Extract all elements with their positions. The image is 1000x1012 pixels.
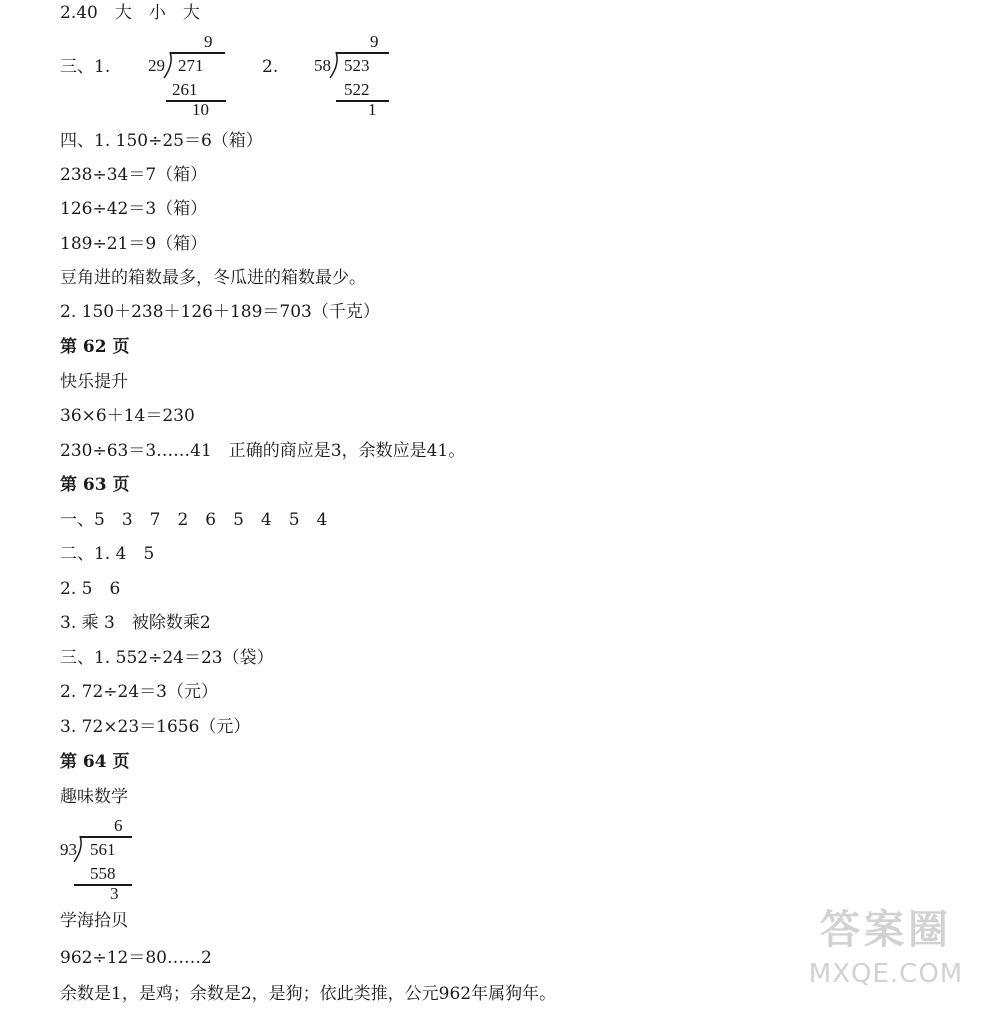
answer-line: 3. 乘 3 被除数乘2 [60,613,211,633]
answer-line: 2. 5 6 [60,579,121,599]
section-3-q2-label: 2. [262,57,279,77]
answer-line: 189÷21＝9（箱） [60,234,208,254]
quotient: 9 [204,32,213,51]
answer-line: 962÷12＝80……2 [60,948,212,968]
division-bracket [330,52,342,78]
section-3-q1-label: 三、1. [60,57,111,77]
subtraction-line [336,100,389,102]
section-title: 快乐提升 [60,372,128,392]
answer-line: 2. 150＋238＋126＋189＝703（千克） [60,302,380,322]
answer-line: 一、5 3 7 2 6 5 4 5 4 [60,510,328,530]
page-heading: 第 63 页 [60,475,130,495]
product: 261 [172,80,198,99]
divisor: 29 [148,56,165,75]
product: 558 [90,864,116,883]
remainder: 10 [192,100,209,119]
answer-line: 238÷34＝7（箱） [60,165,208,185]
division-bar [80,836,132,838]
answer-line: 豆角进的箱数最多，冬瓜进的箱数最少。 [60,268,366,288]
division-bracket [164,52,176,78]
watermark-logo-text: 答案圈 [820,907,952,953]
quotient: 6 [114,816,123,835]
long-division-3 [60,816,150,904]
page-heading: 第 64 页 [60,752,130,772]
long-division-2 [314,32,404,120]
answer-line: 230÷63＝3……41 正确的商应是3，余数应是41。 [60,441,466,461]
answer-line: 2.40 大 小 大 [60,3,200,23]
subtraction-line [74,884,132,886]
remainder: 3 [110,884,119,903]
answer-line: 126÷42＝3（箱） [60,199,208,219]
answer-line: 36×6＋14＝230 [60,406,195,426]
dividend: 523 [344,56,370,75]
page-heading: 第 62 页 [60,337,130,357]
division-bar [170,52,225,54]
dividend: 271 [178,56,204,75]
quotient: 9 [370,32,379,51]
answer-line: 四、1. 150÷25＝6（箱） [60,131,263,151]
section-title: 趣味数学 [60,787,128,807]
remainder: 1 [368,100,377,119]
site-watermark [786,902,986,1002]
answer-line: 二、1. 4 5 [60,544,155,564]
answer-line: 三、1. 552÷24＝23（袋） [60,648,274,668]
dividend: 561 [90,840,116,859]
answer-line: 3. 72×23＝1656（元） [60,717,251,737]
section-title: 学海拾贝 [60,911,128,931]
product: 522 [344,80,370,99]
divisor: 93 [60,840,77,859]
answer-line: 2. 72÷24＝3（元） [60,682,218,702]
long-division-1 [148,32,238,120]
watermark-url: MXQE.COM [808,959,964,989]
answer-line: 余数是1，是鸡；余数是2，是狗；依此类推，公元962年属狗年。 [60,984,557,1004]
division-bar [336,52,389,54]
divisor: 58 [314,56,331,75]
